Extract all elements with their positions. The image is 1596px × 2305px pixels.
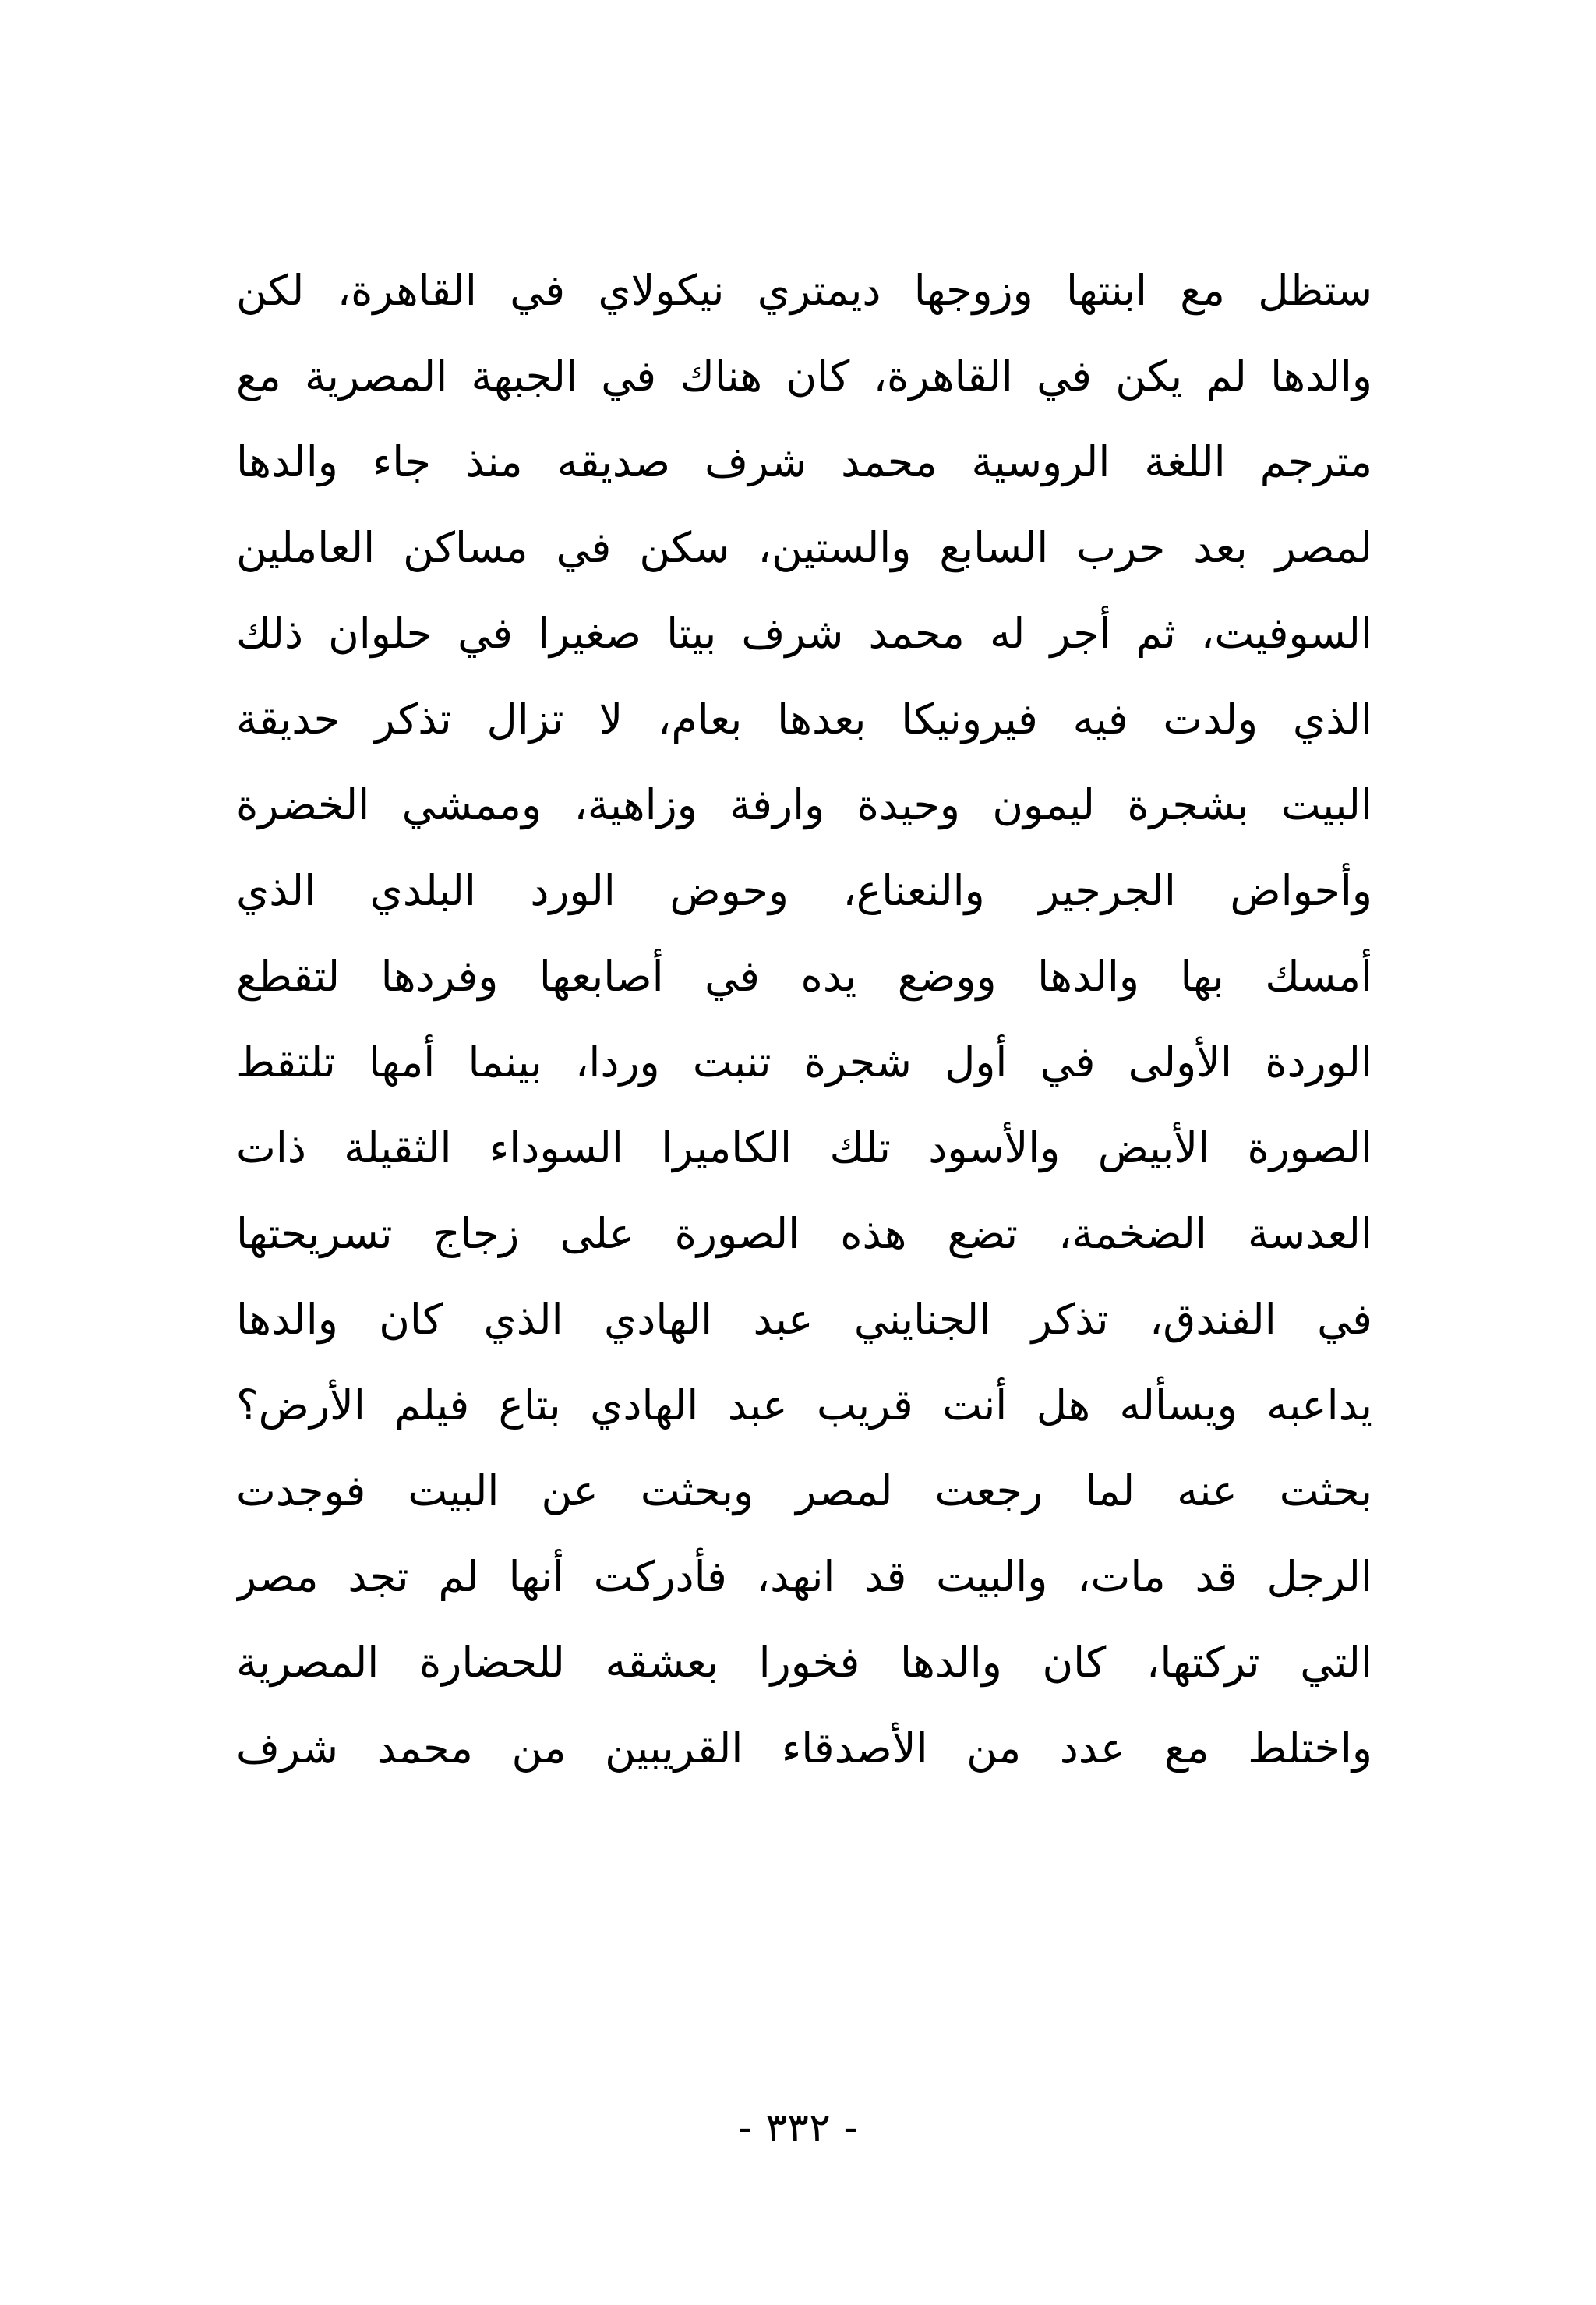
- body-text: [236, 248, 1372, 1791]
- text-line: التي تركتها، كان والدها فخورا بعشقه للحضارة المصرية: [236, 1638, 1372, 1687]
- text-line: واختلط مع عدد من الأصدقاء القريبين من محمد شرف: [236, 1723, 1372, 1773]
- text-line: الوردة الأولى في أول شجرة تنبت وردا، بينما أمها تلتقط: [236, 1038, 1372, 1087]
- text-line: أمسك بها والدها ووضع يده في أصابعها وفردها لتقطع: [236, 952, 1372, 1001]
- text-line: الرجل قد مات، والبيت قد انهد، فأدركت أنها لم تجد مصر: [236, 1552, 1372, 1601]
- text-line: مترجم اللغة الروسية محمد شرف صديقه منذ جاء والدها: [236, 437, 1372, 486]
- text-line: يداعبه ويسأله هل أنت قريب عبد الهادي بتاع فيلم الأرض؟: [236, 1381, 1372, 1430]
- page-number: - ٣٣٢ -: [737, 2105, 859, 2151]
- text-line: السوفيت، ثم أجر له محمد شرف بيتا صغيرا في حلوان ذلك: [236, 609, 1372, 658]
- text-line: الذي ولدت فيه فيرونيكا بعدها بعام، لا تزال تذكر حديقة: [236, 695, 1372, 744]
- text-line: العدسة الضخمة، تضع هذه الصورة على زجاج تسريحتها: [236, 1209, 1372, 1258]
- text-line: بحثت عنه لما رجعت لمصر وبحثت عن البيت فوجدت: [236, 1466, 1372, 1515]
- text-line: لمصر بعد حرب السابع والستين، سكن في مساكن العاملين: [236, 523, 1372, 572]
- text-line: في الفندق، تذكر الجنايني عبد الهادي الذي كان والدها: [236, 1295, 1372, 1344]
- text-line: والدها لم يكن في القاهرة، كان هناك في الجبهة المصرية مع: [236, 352, 1372, 401]
- text-line: ستظل مع ابنتها وزوجها ديمتري نيكولاي في القاهرة، لكن: [236, 266, 1372, 315]
- text-line: البيت بشجرة ليمون وحيدة وارفة وزاهية، وممشي الخضرة: [236, 780, 1372, 829]
- text-line: وأحواض الجرجير والنعناع، وحوض الورد البلدي الذي: [236, 866, 1372, 915]
- text-line: الصورة الأبيض والأسود تلك الكاميرا السوداء الثقيلة ذات: [236, 1123, 1372, 1172]
